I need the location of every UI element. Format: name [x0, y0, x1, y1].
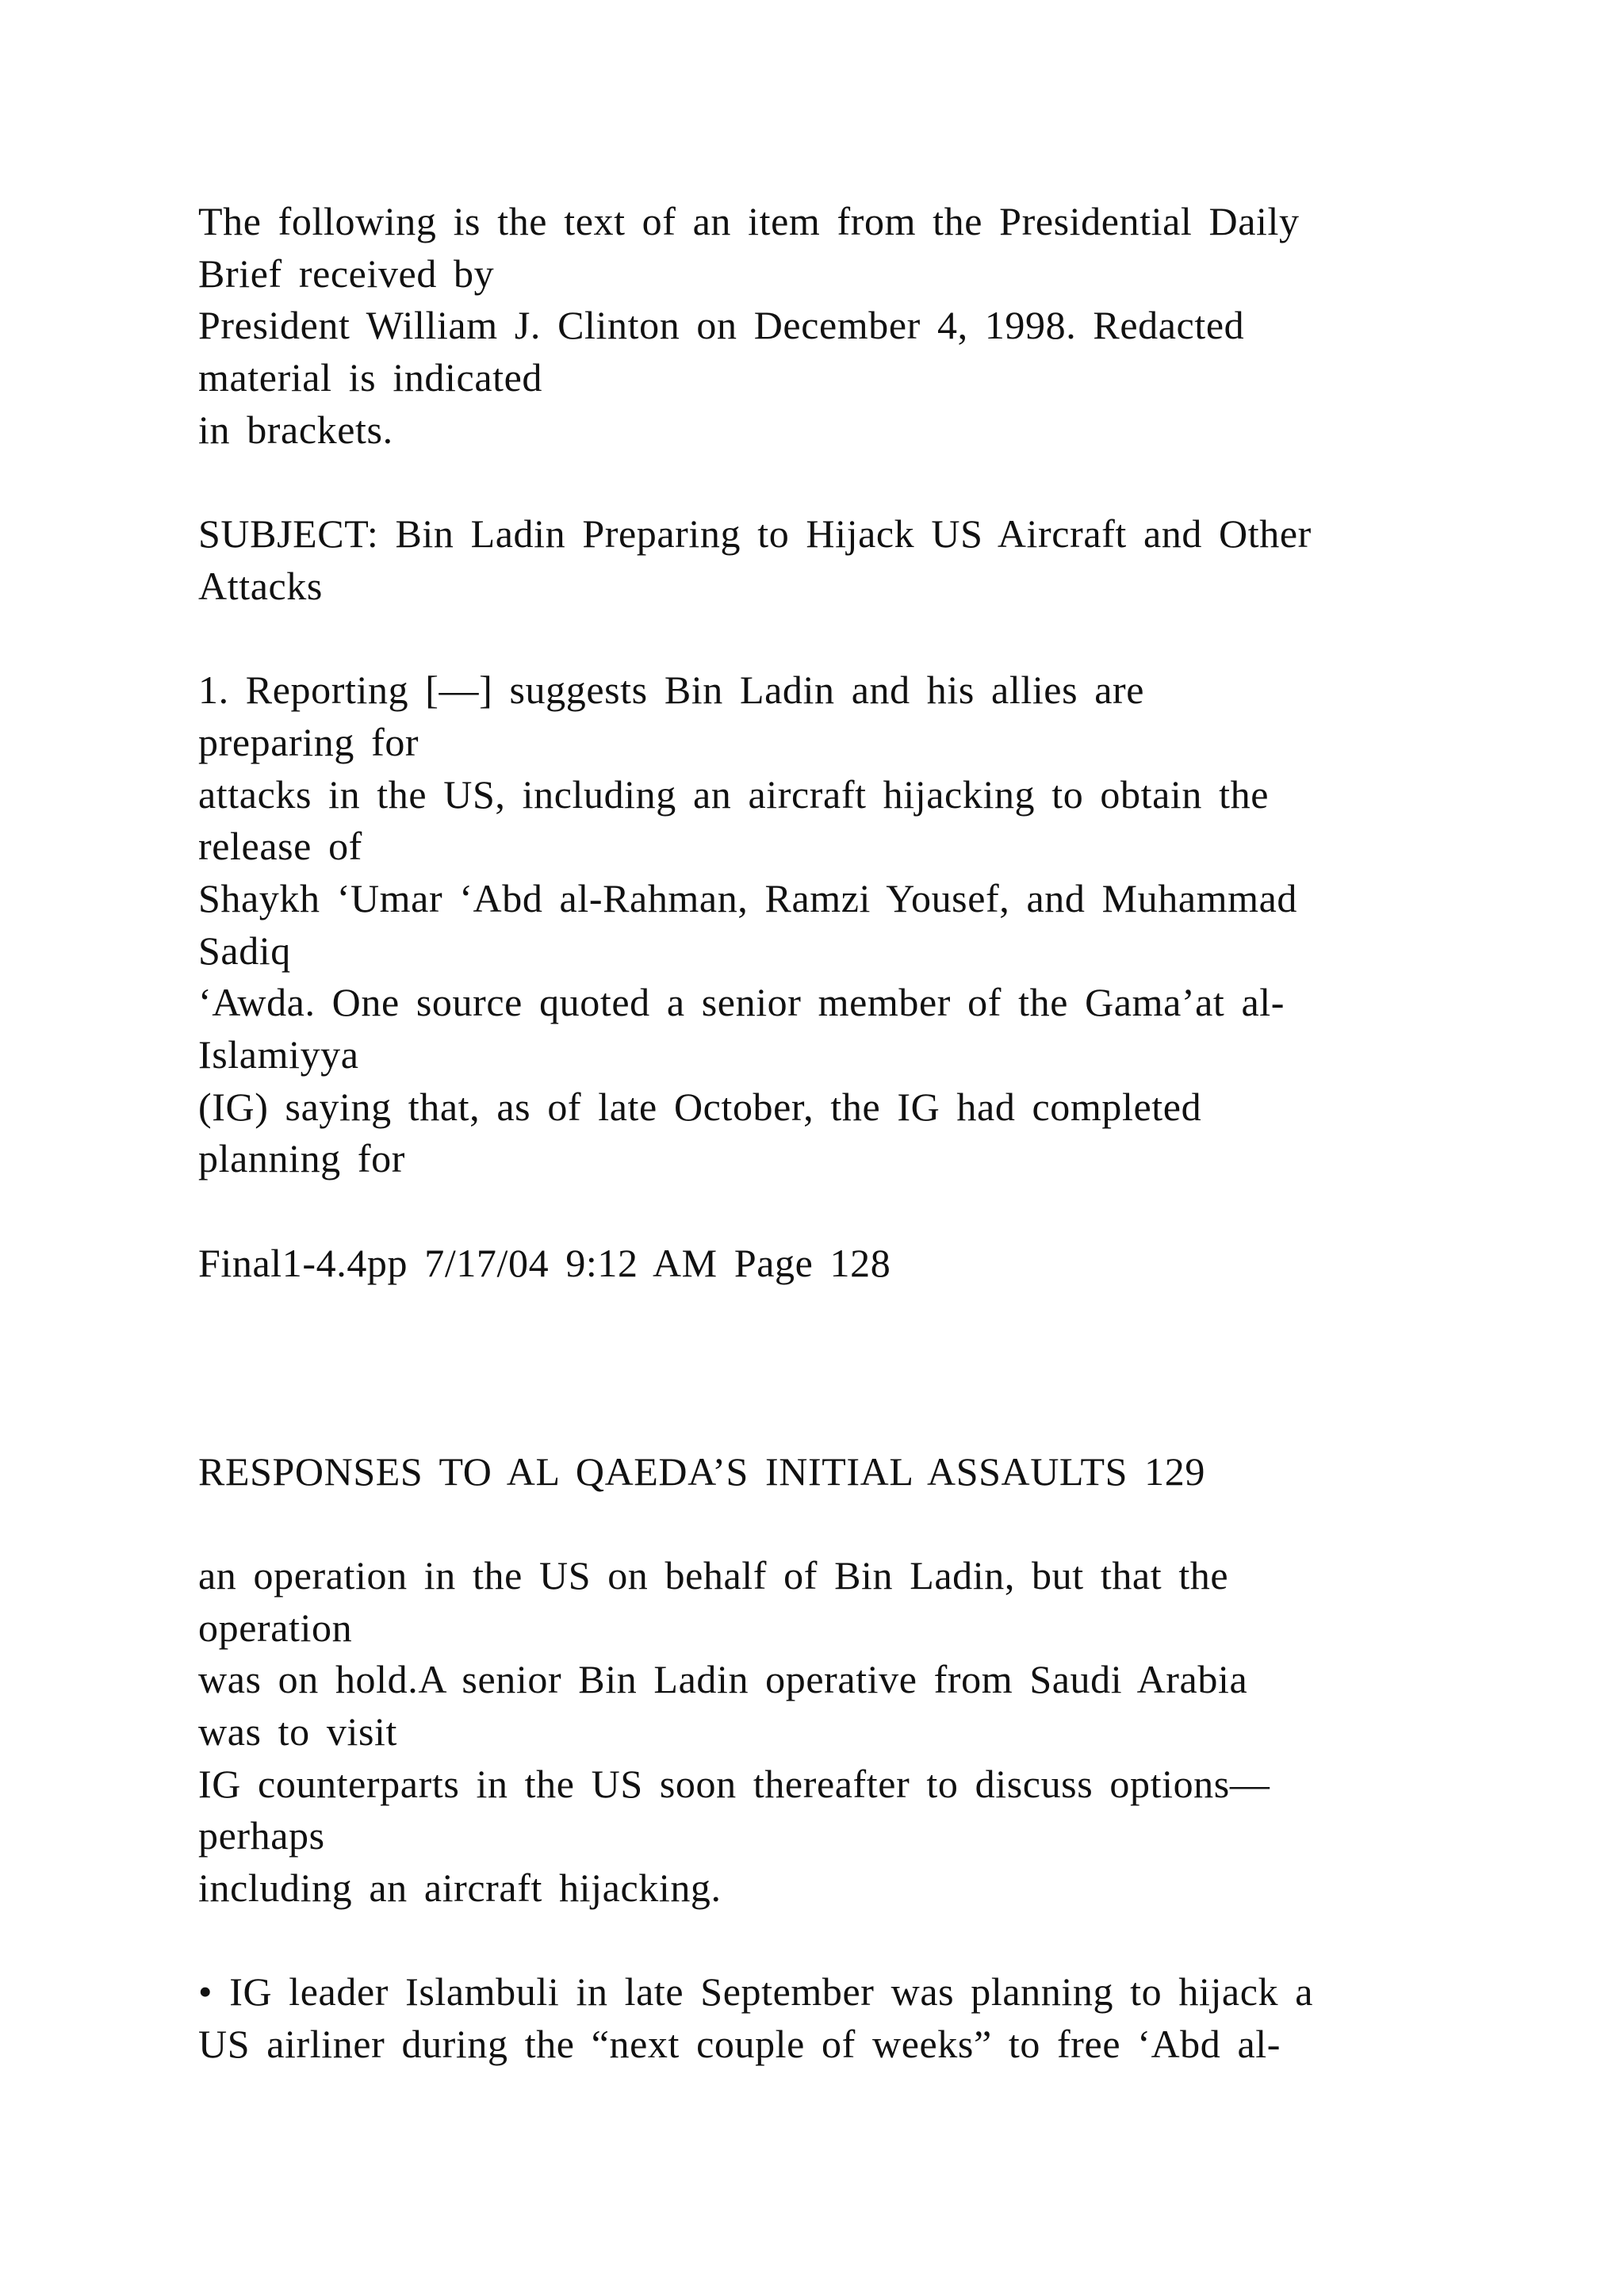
- blank-line: [198, 456, 1610, 508]
- text-line: (IG) saying that, as of late October, the IG had completed: [198, 1084, 1202, 1129]
- text-line: IG counterparts in the US soon thereafter to discuss options—: [198, 1761, 1270, 1806]
- text-line: 1. Reporting [—] suggests Bin Ladin and his allies are: [198, 668, 1145, 713]
- text-line: • IG leader Islambuli in late September was planning to hijack a: [198, 1969, 1314, 2015]
- blank-line: [198, 1915, 1610, 1967]
- text-line: Final1-4.4pp 7/17/04 9:12 AM Page 128: [198, 1240, 891, 1285]
- text-line: attacks in the US, including an aircraft hijacking to obtain the: [198, 771, 1269, 817]
- text-line: RESPONSES TO AL QAEDA’S INITIAL ASSAULTS 129: [198, 1448, 1205, 1494]
- blank-line: [198, 613, 1610, 665]
- blank-line: [198, 1394, 1610, 1446]
- text-line: ‘Awda. One source quoted a senior member of the Gama’at al-: [198, 980, 1285, 1025]
- text-line: in brackets.: [198, 407, 393, 452]
- blank-line: [198, 1341, 1610, 1394]
- text-line: planning for: [198, 1136, 405, 1181]
- text-line: was to visit: [198, 1709, 397, 1754]
- text-line: preparing for: [198, 719, 419, 764]
- document-body: [198, 196, 1610, 2071]
- text-line: The following is the text of an item from the Presidential Daily: [198, 199, 1300, 243]
- text-line: SUBJECT: Bin Ladin Preparing to Hijack US Aircraft and Other: [198, 511, 1312, 557]
- text-line: Islamiyya: [198, 1032, 359, 1077]
- text-line: Attacks: [198, 563, 323, 608]
- text-line: President William J. Clinton on December 4, 1998. Redacted: [198, 303, 1245, 348]
- text-line: Sadiq: [198, 928, 291, 973]
- text-line: release of: [198, 824, 362, 869]
- blank-line: [198, 1289, 1610, 1341]
- text-line: was on hold.A senior Bin Ladin operative from Saudi Arabia: [198, 1657, 1248, 1702]
- text-line: Shaykh ‘Umar ‘Abd al-Rahman, Ramzi Yousef, and Muhammad: [198, 875, 1297, 920]
- text-line: perhaps: [198, 1813, 325, 1858]
- text-line: US airliner during the “next couple of weeks” to free ‘Abd al-: [198, 2022, 1281, 2067]
- text-line: material is indicated: [198, 355, 542, 400]
- text-line: including an aircraft hijacking.: [198, 1866, 722, 1910]
- blank-line: [198, 1498, 1610, 1550]
- text-line: operation: [198, 1605, 353, 1650]
- text-line: an operation in the US on behalf of Bin Ladin, but that the: [198, 1552, 1229, 1598]
- text-line: Brief received by: [198, 251, 495, 296]
- blank-line: [198, 1185, 1610, 1238]
